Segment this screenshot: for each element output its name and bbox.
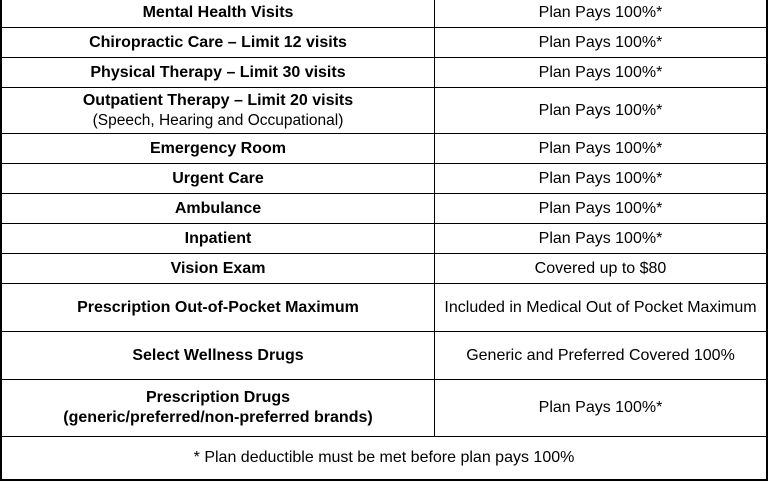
benefit-cell	[1, 380, 435, 437]
coverage-value: Generic and Preferred Covered 100%	[435, 332, 768, 380]
table-row	[1, 164, 767, 194]
coverage-value: Included in Medical Out of Pocket Maximum	[435, 284, 768, 332]
footnote-row	[1, 437, 767, 481]
table-row	[1, 224, 767, 254]
benefit-name: Chiropractic Care – Limit 12 visits	[1, 28, 435, 58]
table-row	[1, 28, 767, 58]
benefit-subtitle: (Speech, Hearing and Occupational)	[92, 111, 344, 129]
benefit-subtitle: (generic/preferred/non-preferred brands)	[63, 409, 373, 426]
table-row	[1, 332, 767, 380]
benefit-name: Urgent Care	[1, 164, 435, 194]
benefit-name: Prescription Drugs	[145, 389, 291, 406]
table-row	[1, 254, 767, 284]
benefit-name: Select Wellness Drugs	[1, 332, 435, 380]
table-row	[1, 88, 767, 134]
benefit-cell	[1, 88, 435, 134]
coverage-value: Plan Pays 100%*	[435, 28, 768, 58]
coverage-value: Plan Pays 100%*	[435, 88, 768, 134]
coverage-value: Plan Pays 100%*	[435, 224, 768, 254]
coverage-value: Plan Pays 100%*	[435, 58, 768, 88]
benefit-name: Mental Health Visits	[1, 0, 435, 28]
coverage-value: Covered up to $80	[435, 254, 768, 284]
coverage-value: Plan Pays 100%*	[435, 134, 768, 164]
benefit-name: Inpatient	[1, 224, 435, 254]
table-row	[1, 194, 767, 224]
benefit-name: Vision Exam	[1, 254, 435, 284]
benefit-name: Prescription Out-of-Pocket Maximum	[1, 284, 435, 332]
footnote: * Plan deductible must be met before plan pays 100%	[1, 437, 767, 481]
table-row	[1, 380, 767, 437]
coverage-value: Plan Pays 100%*	[435, 164, 768, 194]
table-row	[1, 284, 767, 332]
coverage-value: Plan Pays 100%*	[435, 380, 768, 437]
benefit-name: Ambulance	[1, 194, 435, 224]
table-row	[1, 58, 767, 88]
benefit-name: Physical Therapy – Limit 30 visits	[1, 58, 435, 88]
benefit-name: Emergency Room	[1, 134, 435, 164]
coverage-value: Plan Pays 100%*	[435, 194, 768, 224]
coverage-value: Plan Pays 100%*	[435, 0, 768, 28]
table-row	[1, 0, 767, 28]
table-row	[1, 134, 767, 164]
benefit-name: Outpatient Therapy – Limit 20 visits	[82, 91, 354, 109]
